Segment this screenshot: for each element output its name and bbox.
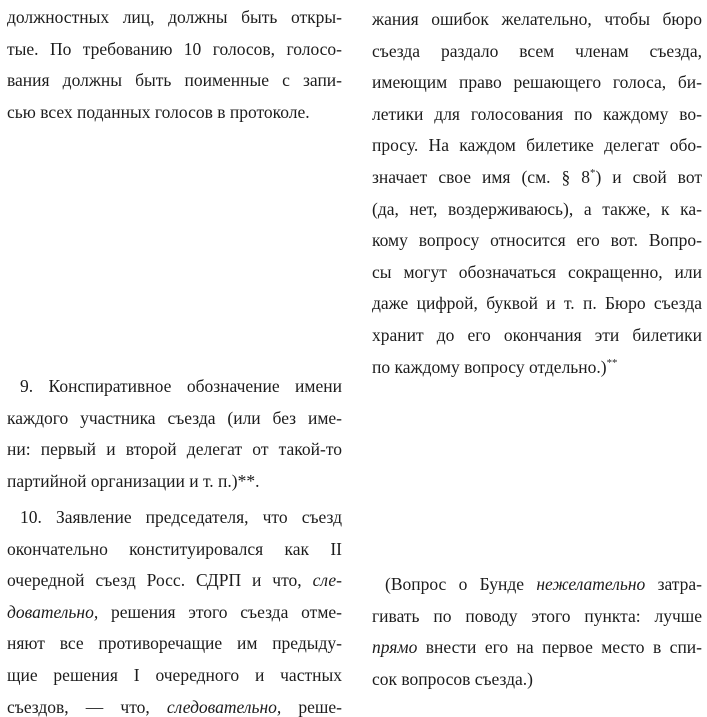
text-segment: решения этого съезда отме- bbox=[98, 601, 342, 622]
text-segment: тые. По требованию 10 голосов, голосо- bbox=[7, 38, 342, 59]
text-segment: жания ошибок желательно, чтобы бюро bbox=[372, 9, 702, 29]
text-segment: значает свое имя (см. § 8 bbox=[372, 166, 591, 187]
text-segment: кому вопросу относится его вот. Вопро- bbox=[372, 230, 702, 251]
text-segment: каждого участника съезда (или без име- bbox=[7, 407, 342, 428]
paragraph-block bbox=[372, 569, 702, 695]
paragraph-block bbox=[7, 371, 342, 497]
text-line bbox=[372, 4, 702, 36]
column-left bbox=[7, 0, 342, 717]
text-line bbox=[372, 99, 702, 131]
text-line bbox=[372, 36, 702, 68]
text-segment: сью всех поданных голосов в протоколе. bbox=[7, 101, 310, 122]
text-segment: гивать по поводу этого пункта: лучше bbox=[372, 605, 702, 626]
text-segment: съезда раздало всем членам съезда, bbox=[372, 40, 702, 61]
text-line bbox=[372, 601, 702, 633]
footnote-marker: * bbox=[590, 167, 596, 180]
text-segment: внести его на первое место в спи- bbox=[417, 637, 702, 658]
text-segment: 9. Конспиративное обозначение имени bbox=[20, 376, 342, 396]
text-segment: просу. На каждом билетике делегат обо- bbox=[372, 135, 702, 156]
text-line bbox=[7, 660, 342, 692]
text-segment: ) и свой вот bbox=[595, 166, 702, 187]
text-line bbox=[372, 664, 702, 696]
text-line bbox=[7, 97, 342, 129]
text-line bbox=[372, 225, 702, 257]
text-line bbox=[7, 565, 342, 597]
text-line bbox=[372, 569, 702, 601]
text-line bbox=[7, 34, 342, 66]
text-line bbox=[372, 257, 702, 289]
text-line bbox=[7, 692, 342, 717]
emphasized-text: следовательно, bbox=[166, 696, 282, 717]
text-segment: окончательно конституировался как II bbox=[7, 538, 342, 559]
text-line bbox=[7, 534, 342, 566]
text-segment: реше- bbox=[281, 696, 342, 717]
emphasized-text: прямо bbox=[372, 637, 418, 658]
column-right bbox=[372, 0, 702, 717]
text-line bbox=[372, 288, 702, 320]
text-segment: должностных лиц, должны быть откры- bbox=[7, 7, 342, 27]
paragraph-block bbox=[7, 2, 342, 128]
text-line bbox=[7, 65, 342, 97]
text-line bbox=[7, 403, 342, 435]
text-line bbox=[7, 371, 342, 403]
text-line bbox=[372, 67, 702, 99]
emphasized-text: довательно, bbox=[7, 601, 99, 622]
text-segment: имеющим право решающего голоса, би- bbox=[372, 72, 702, 93]
text-segment: очередной съезд Росс. СДРП и что, bbox=[7, 570, 313, 591]
text-line bbox=[372, 632, 702, 664]
text-segment: сок вопросов съезда.) bbox=[372, 668, 534, 689]
text-line bbox=[372, 352, 702, 384]
text-line bbox=[7, 597, 342, 629]
text-line bbox=[7, 2, 342, 34]
text-line bbox=[7, 628, 342, 660]
text-segment: сы могут обозначаться сокращенно, или bbox=[372, 261, 702, 282]
text-line bbox=[372, 130, 702, 162]
text-segment: летики для голосования по каждому во- bbox=[372, 103, 702, 124]
text-segment: (да, нет, воздерживаюсь), а также, к ка- bbox=[372, 198, 702, 219]
emphasized-text: сле- bbox=[312, 570, 342, 591]
text-segment: по каждому вопросу отдельно.) bbox=[372, 356, 607, 377]
text-segment: съездов, — что, bbox=[7, 696, 167, 717]
text-line bbox=[372, 162, 702, 194]
text-segment: хранит до его окончания эти билетики bbox=[372, 324, 702, 345]
text-segment: щие решения I очередного и частных bbox=[7, 664, 342, 685]
text-line bbox=[7, 434, 342, 466]
text-segment: вания должны быть поименные с запи- bbox=[7, 70, 342, 91]
paragraph-block bbox=[7, 502, 342, 717]
text-segment: няют все противоречащие им предыду- bbox=[7, 633, 342, 654]
text-segment: даже цифрой, буквой и т. п. Бюро съезда bbox=[372, 293, 702, 314]
text-line bbox=[7, 502, 342, 534]
text-segment: партийной организации и т. п.)**. bbox=[7, 470, 260, 491]
text-segment: 10. Заявление председателя, что съезд bbox=[20, 507, 342, 527]
text-line bbox=[372, 320, 702, 352]
text-segment: ни: первый и второй делегат от такой-то bbox=[7, 439, 342, 460]
text-line bbox=[7, 466, 342, 498]
text-line bbox=[372, 194, 702, 226]
text-segment: затра- bbox=[645, 574, 703, 594]
paragraph-block bbox=[372, 4, 702, 383]
footnote-marker: ** bbox=[606, 356, 618, 369]
text-segment: (Вопрос о Бунде bbox=[385, 574, 537, 594]
emphasized-text: нежелательно bbox=[536, 574, 646, 594]
